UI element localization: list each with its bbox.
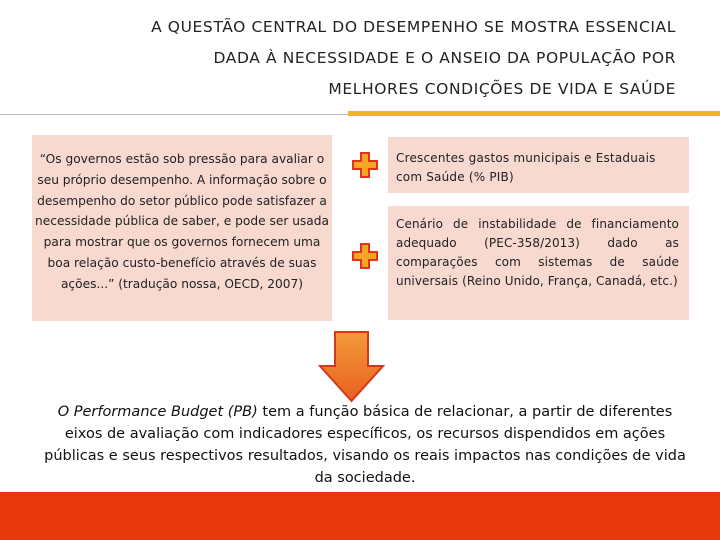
quote-box — [32, 135, 332, 321]
fact-text-financing: Cenário de instabilidade de financiamento adequado (PEC-358/2013) dado as comparações com sistemas de saúde universais (Reino Unido, França, Canadá, etc.) — [396, 217, 679, 288]
down-arrow-icon — [318, 330, 385, 403]
title-underline — [0, 114, 720, 115]
title-underline-accent — [348, 111, 720, 116]
conclusion-emphasis: O Performance Budget (PB) — [57, 404, 258, 420]
fact-box-financing — [388, 206, 689, 320]
plus-icon — [352, 243, 378, 269]
fact-text-spending: Crescentes gastos municipais e Estaduais com Saúde (% PIB) — [396, 151, 656, 184]
conclusion-body: tem a função básica de relacionar, a partir de diferentes eixos de avaliação com indicadores específicos, os recursos dispendidos em ações públicas e seus respectivos resultados, visando os reais impactos nas condições de vida da sociedade. — [44, 404, 686, 486]
title-line-3: MELHORES CONDIÇÕES DE VIDA E SAÚDE — [328, 80, 676, 98]
fact-box-spending — [388, 137, 689, 193]
slide-title — [76, 12, 676, 105]
title-line-2: DADA À NECESSIDADE E O ANSEIO DA POPULAÇÃO POR — [213, 49, 676, 67]
footer-bar — [0, 492, 720, 540]
title-underline-gray — [0, 114, 348, 115]
conclusion-text — [44, 401, 686, 489]
quote-text: “Os governos estão sob pressão para avaliar o seu próprio desempenho. A informação sobre o desempenho do setor público pode satisfazer a necessidade pública de saber, e pode ser usada para mostrar que os governos fornecem uma boa relação custo-benefício através de suas ações...” (tradução nossa, OECD, 2007) — [35, 152, 329, 291]
plus-icon — [352, 152, 378, 178]
title-line-1: A QUESTÃO CENTRAL DO DESEMPENHO SE MOSTRA ESSENCIAL — [151, 18, 676, 36]
